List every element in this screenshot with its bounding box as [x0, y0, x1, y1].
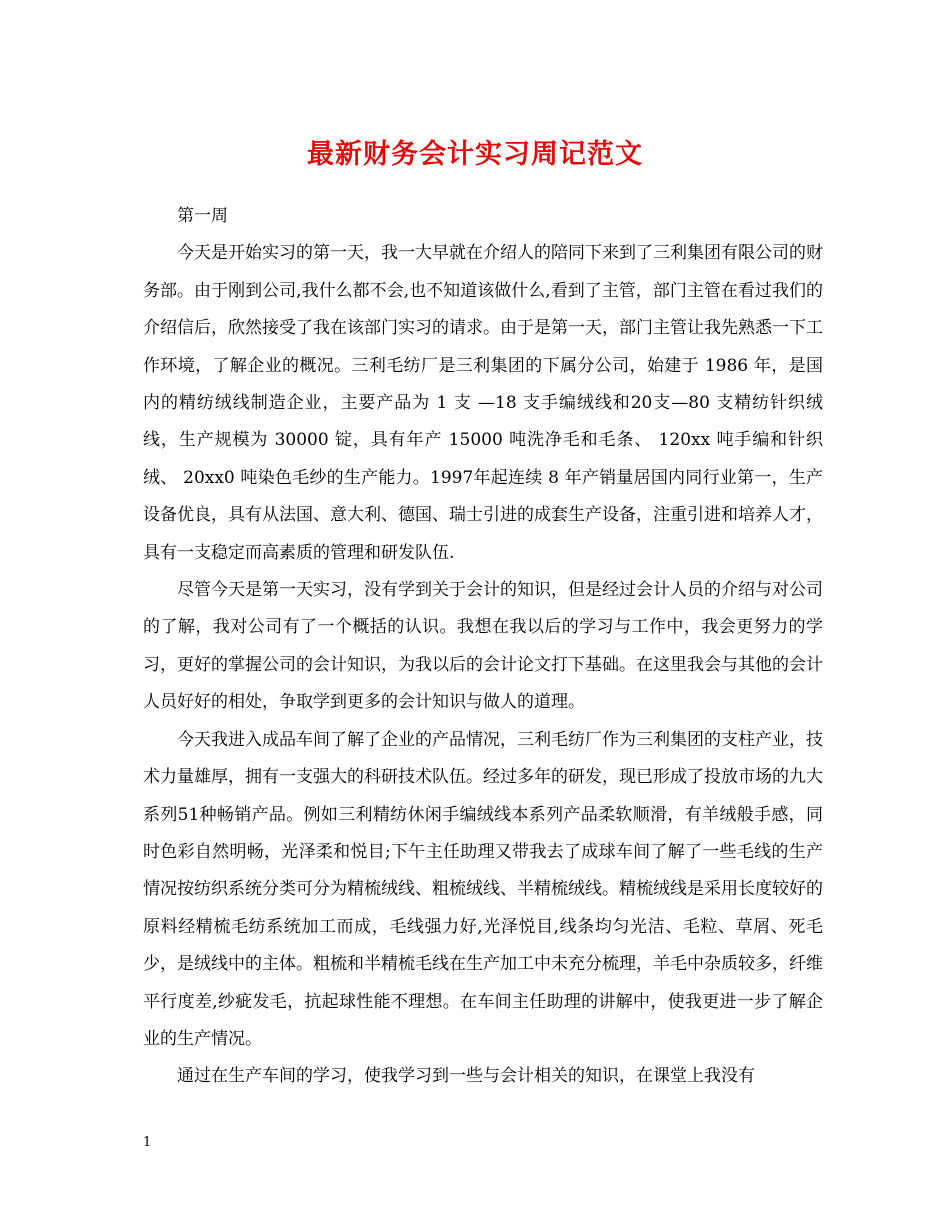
- page-number: 1: [143, 1135, 152, 1150]
- paragraph: 尽管今天是第一天实习，没有学到关于会计的知识，但是经过会计人员的介绍与对公司的了解，我对公司有了一个概括的认识。我想在我以后的学习与工作中，我会更努力的学习，更好的掌握公司的会计知识，为我以后的会计论文打下基础。在这里我会与其他的会计人员好好的相处，争取学到更多的会计知识与做人的道理。: [143, 580, 823, 713]
- paragraph: 通过在生产车间的学习，使我学习到一些与会计相关的知识，在课堂上我没有: [177, 1066, 755, 1087]
- paragraph-week-heading: 第一周: [177, 206, 228, 226]
- paragraph: 今天是开始实习的第一天，我一大早就在介绍人的陪同下来到了三利集团有限公司的财务部。由于刚到公司,我什么都不会,也不知道该做什么,看到了主管，部门主管在看过我们的介绍信后，欣然接受了我在该部门实习的请求。由于是第一天，部门主管让我先熟悉一下工作环境，了解企业的概况。三利毛纺厂是三利集团的下属分公司，始建于 1986 年，是国内的精纺绒线制造企业，主要产品为 1 支 —18 支手编绒线和20支—80 支精纺针织绒线，生产规模为 30000 锭，具有年产 15000 吨洗净毛和毛条、 120xx 吨手编和针织绒、 20xx0 吨染色毛纱的生产能力。1997年起连续 8 年产销量居国内同行业第一，生产设备优良，具有从法国、意大利、德国、瑞士引进的成套生产设备，注重引进和培养人才，具有一支稳定而高素质的管理和研发队伍.: [143, 243, 823, 563]
- paragraph: 今天我进入成品车间了解了企业的产品情况，三利毛纺厂作为三利集团的支柱产业，技术力量雄厚，拥有一支强大的科研技术队伍。经过多年的研发，现已形成了投放市场的九大系列51种畅销产品。例如三利精纺休闲手编绒线本系列产品柔软顺滑，有羊绒般手感，同时色彩自然明畅，光泽柔和悦目;下午主任助理又带我去了成球车间了解了一些毛线的生产情况按纺织系统分类可分为精梳绒线、粗梳绒线、半精梳绒线。精梳绒线是采用长度较好的原料经精梳毛纺系统加工而成，毛线强力好,光泽悦目,线条均匀光洁、毛粒、草屑、死毛少，是绒线中的主体。粗梳和半精梳毛线在生产加工中未充分梳理，羊毛中杂质较多，纤维平行度差,纱疵发毛，抗起球性能不理想。在车间主任助理的讲解中，使我更进一步了解企业的生产情况。: [143, 729, 823, 1049]
- document-title: 最新财务会计实习周记范文: [307, 139, 643, 170]
- document-body: [143, 198, 823, 1096]
